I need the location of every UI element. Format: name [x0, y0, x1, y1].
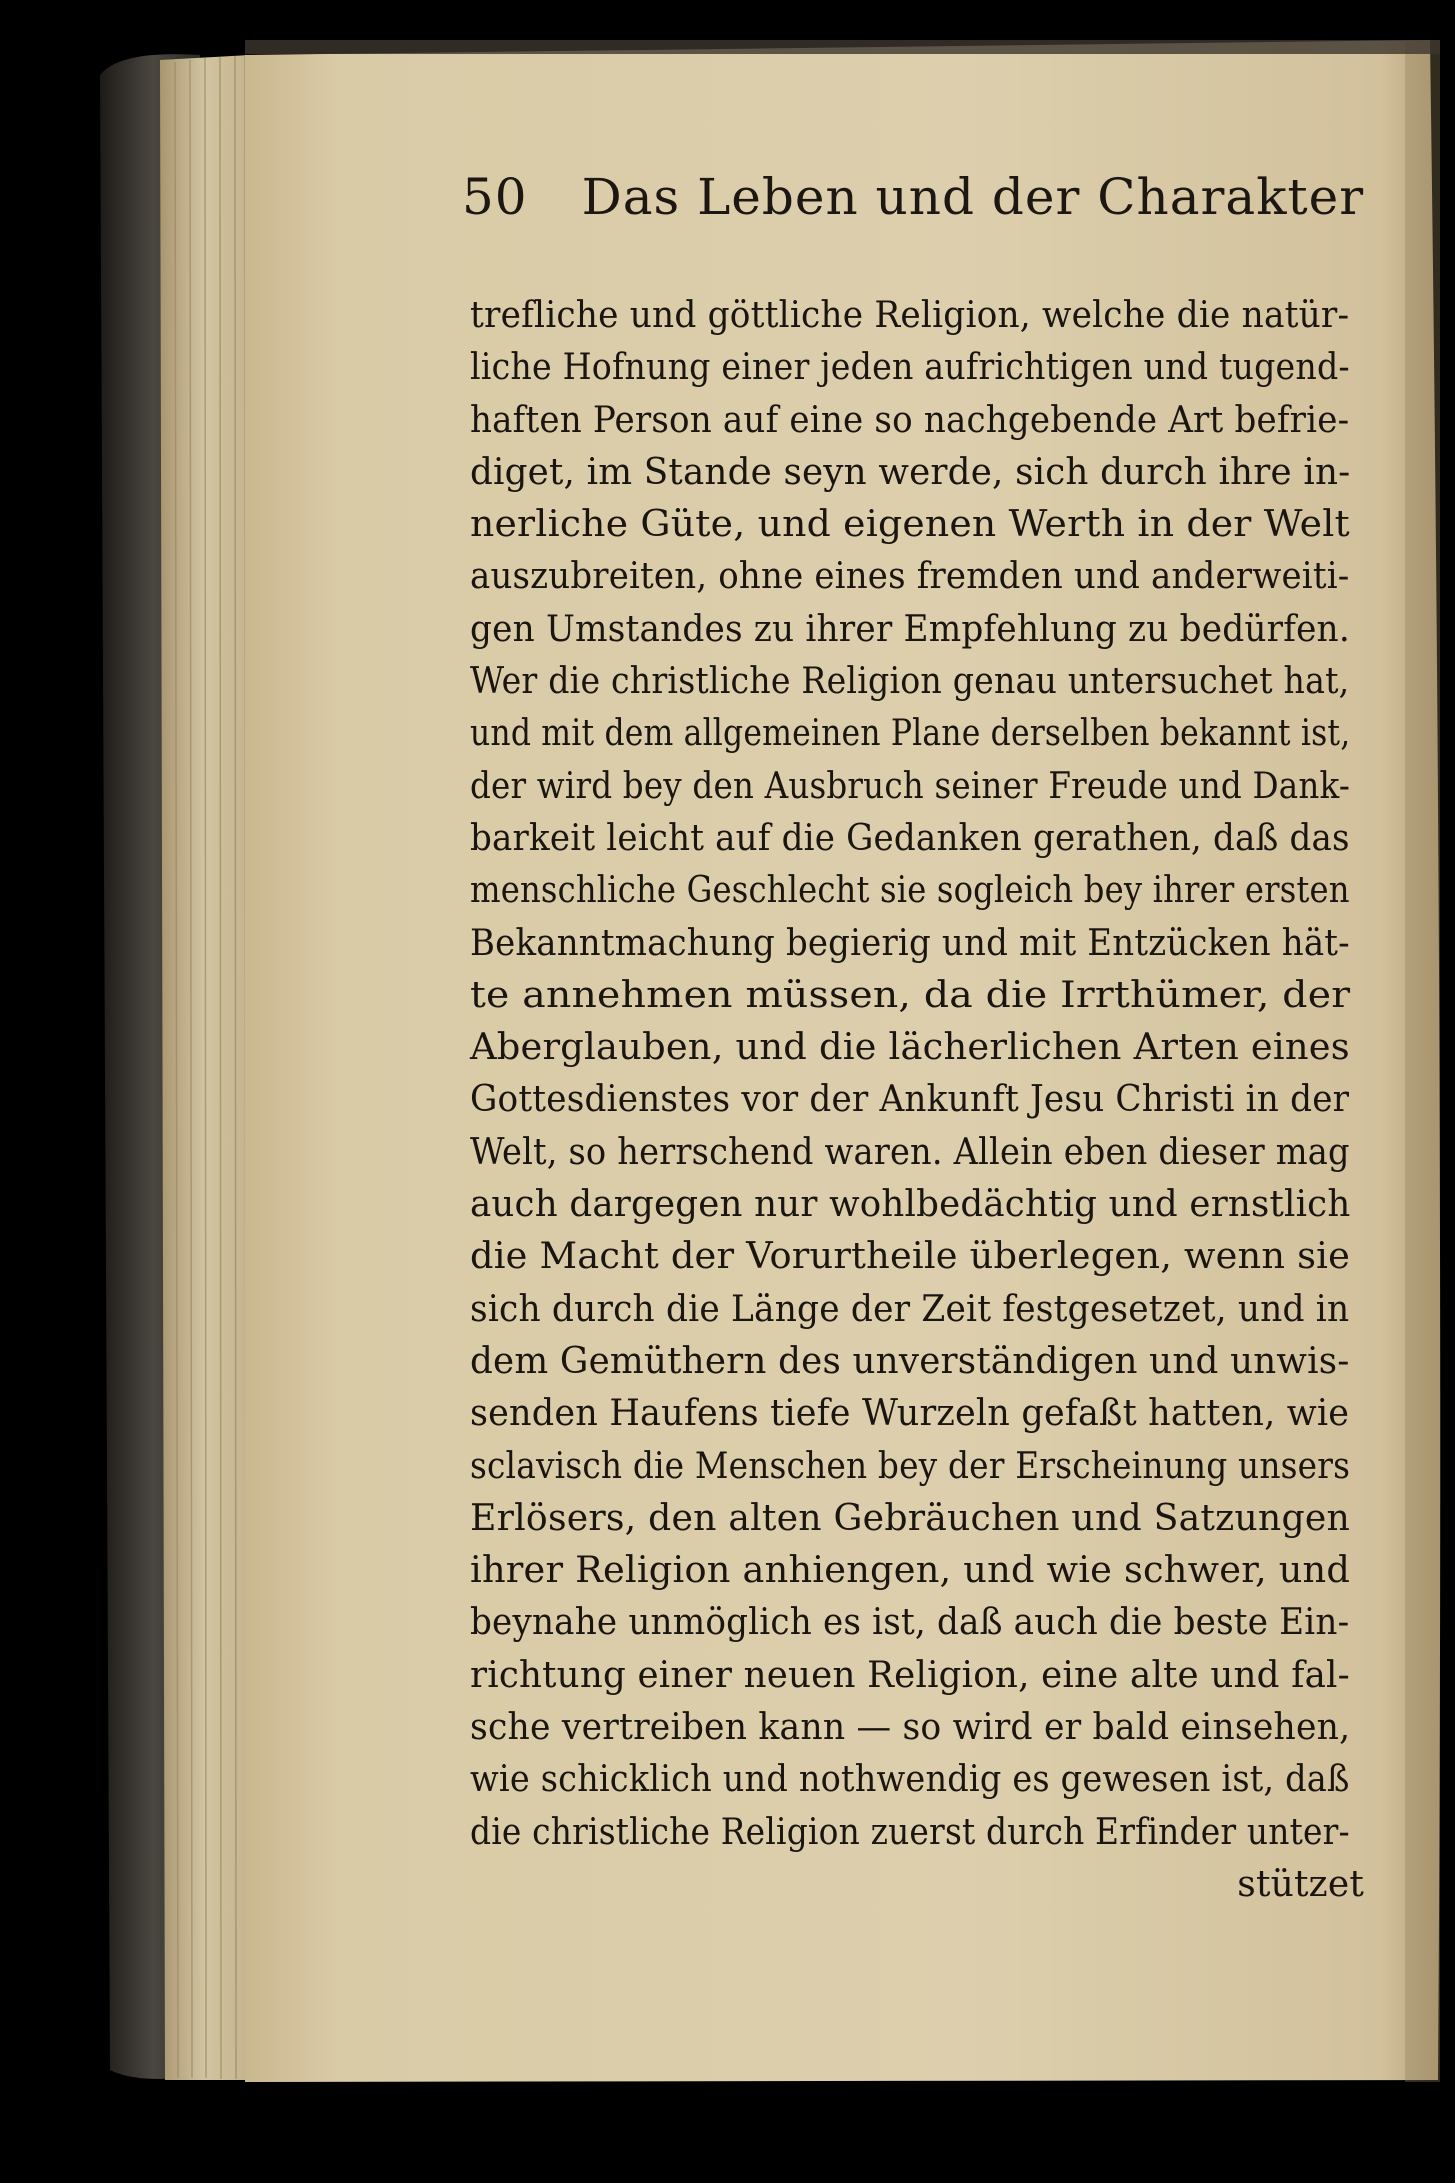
text-line: die Macht der Vorurtheile überlegen, wenn sie: [470, 1236, 1351, 1278]
text-line: auszubreiten, ohne eines fremden und anderweiti-: [470, 556, 1350, 598]
text-line: diget, im Stande seyn werde, sich durch ihre in-: [470, 451, 1351, 493]
text-line: sich durch die Länge der Zeit festgesetzet, und in: [470, 1288, 1350, 1330]
text-line: liche Hofnung einer jeden aufrichtigen und tugend-: [470, 347, 1350, 389]
text-line: richtung einer neuen Religion, eine alte und fal-: [470, 1654, 1350, 1696]
text-line: wie schicklich und nothwendig es gewesen ist, daß: [470, 1759, 1350, 1801]
text-line: barkeit leicht auf die Gedanken gerathen, daß das: [470, 817, 1350, 859]
text-line: te annehmen müssen, da die Irrthümer, der: [470, 974, 1351, 1016]
text-line: dem Gemüthern des unverständigen und unwis-: [470, 1340, 1350, 1382]
running-head-title: Das Leben und der Charakter: [581, 168, 1365, 226]
text-line: Erlösers, den alten Gebräuchen und Satzungen: [470, 1497, 1351, 1539]
text-line: Aberglauben, und die lächerlichen Arten eines: [470, 1027, 1350, 1069]
text-line: senden Haufens tiefe Wurzeln gefaßt hatten, wie: [470, 1393, 1350, 1435]
text-line: Gottesdienstes vor der Ankunft Jesu Christi in der: [470, 1079, 1350, 1121]
text-line: trefliche und göttliche Religion, welche die natür-: [470, 295, 1350, 336]
text-line: und mit dem allgemeinen Plane derselben bekannt ist,: [470, 713, 1351, 755]
catchword: stützet: [1237, 1863, 1364, 1905]
text-line: beynahe unmöglich es ist, daß auch die beste Ein-: [470, 1602, 1350, 1644]
text-line: haften Person auf eine so nachgebende Art befrie-: [470, 399, 1350, 441]
text-line: der wird bey den Ausbruch seiner Freude und Dank-: [470, 765, 1351, 807]
text-line: die christliche Religion zuerst durch Erfinder unter-: [470, 1811, 1350, 1853]
text-line: sclavisch die Menschen bey der Erscheinung unsers: [470, 1445, 1351, 1487]
text-line: nerliche Güte, und eigenen Werth in der Welt: [470, 504, 1350, 546]
text-line: Welt, so herrschend waren. Allein eben dieser mag: [470, 1131, 1350, 1173]
text-line: sche vertreiben kann — so wird er bald einsehen,: [470, 1707, 1351, 1749]
text-line: ihrer Religion anhiengen, und wie schwer, und: [470, 1550, 1351, 1592]
text-line: Bekanntmachung begierig und mit Entzücken hät-: [470, 922, 1350, 964]
running-header: [462, 168, 1365, 248]
body-text: [470, 290, 1370, 1911]
text-line: auch dargegen nur wohlbedächtig und ernstlich: [470, 1184, 1351, 1226]
text-line: Wer die christliche Religion genau untersuchet hat,: [470, 661, 1350, 703]
page-number: 50: [462, 168, 528, 226]
text-line: menschliche Geschlecht sie sogleich bey ihrer ersten: [470, 870, 1350, 912]
text-line: gen Umstandes zu ihrer Empfehlung zu bedürfen.: [470, 608, 1350, 650]
